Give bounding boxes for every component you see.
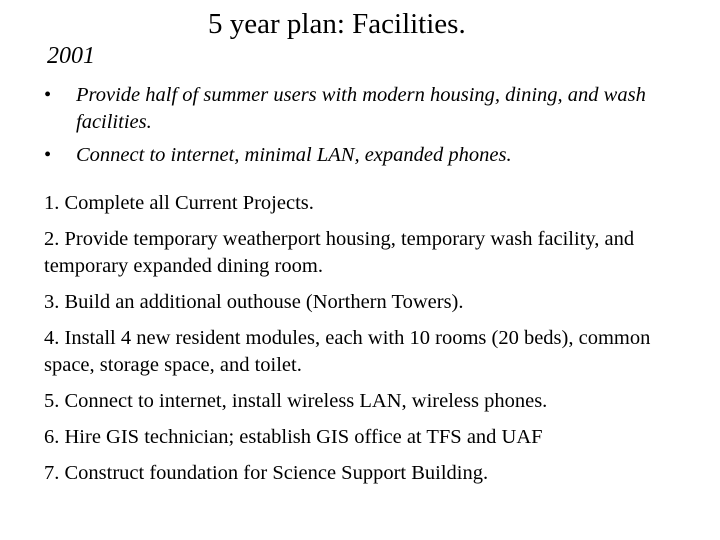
bullet-marker: • [44,144,52,166]
goal-bullet-item [44,142,684,169]
goal-bullet-text: Connect to internet, minimal LAN, expanded phones. [76,144,512,166]
plan-steps-list [44,190,694,496]
plan-step-item: 1. Complete all Current Projects. [44,192,314,214]
goals-bullet-list [44,82,684,175]
plan-step-item: 3. Build an additional outhouse (Northern Towers). [44,291,464,313]
plan-step-item: 7. Construct foundation for Science Support Building. [44,462,489,484]
goal-bullet-item [44,82,684,136]
goal-bullet-text: Provide half of summer users with modern housing, dining, and wash facilities. [76,84,646,133]
plan-step-item: 4. Install 4 new resident modules, each with 10 rooms (20 beds), common space, storage space, and toilet. [44,327,651,376]
bullet-marker: • [44,84,52,106]
year-heading: 2001 [47,43,95,69]
slide-title: 5 year plan: Facilities. [208,8,466,40]
plan-step-item: 2. Provide temporary weatherport housing, temporary wash facility, and temporary expanded dining room. [44,228,635,277]
plan-step-item: 6. Hire GIS technician; establish GIS office at TFS and UAF [44,426,543,448]
plan-step-item: 5. Connect to internet, install wireless LAN, wireless phones. [44,390,548,412]
